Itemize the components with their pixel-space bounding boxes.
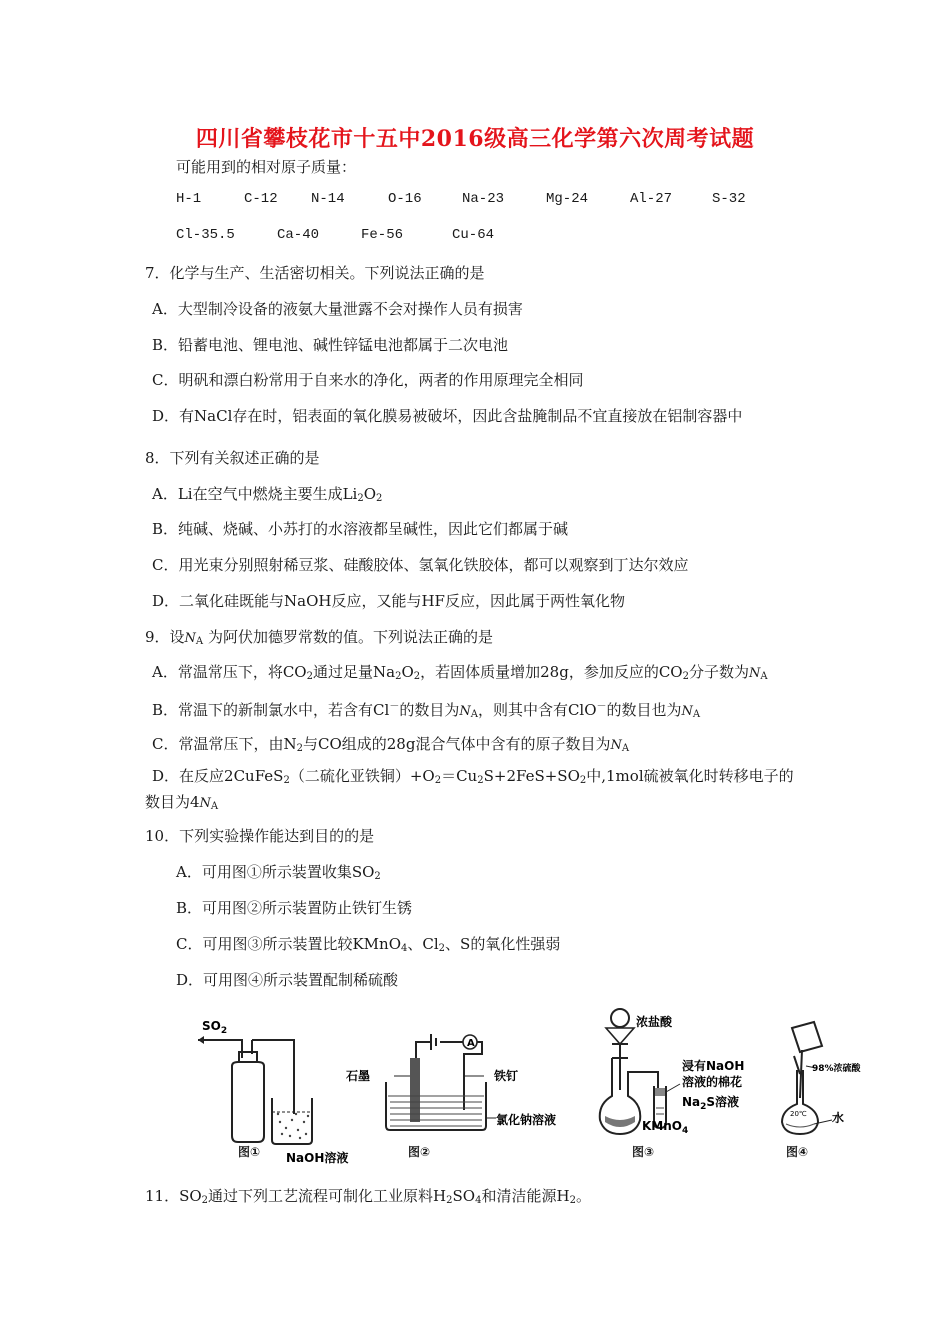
question-10-stem: 10．下列实验操作能达到目的的是 [145,827,375,845]
question-11-stem: 11．$SO_2$通过下列工艺流程可制化工业原料$H_2SO_4$和清洁能源$H_2$。 [145,1187,591,1206]
atomic-mass-item: Cu-64 [452,227,495,243]
figure-1-gas-collection [196,1018,349,1165]
question-9-stem: 9．设$N_A$ 为阿伏加德罗常数的值。下列说法正确的是 [145,628,493,647]
figure-4-temp-label: 20℃ [790,1110,807,1118]
figure-2-electrochemistry [346,1014,566,1139]
question-10-option-a: A．可用图①所示装置收集$SO_2$ [176,863,381,882]
question-7-option-b: B．铅蓄电池、锂电池、碱性锌锰电池都属于二次电池 [152,336,509,354]
figure-4-acid-label: 98%浓硫酸 [812,1064,861,1074]
figure-2-graphite-label: 石墨 [346,1069,371,1083]
question-9-option-d: D．在反应2CuFeS$_2$（二硫化亚铁铜）$+O_2=Cu_2S+2FeS+SO_2$中,1mol硫被氧化时转移电子的 [152,767,794,786]
atomic-mass-item: O-16 [388,191,422,207]
figure-3-kmno4-label: KMnO$_4$ [642,1119,689,1136]
question-10-option-d: D．可用图④所示装置配制稀硫酸 [176,971,399,989]
figure-3-oxidation-comparison [590,1004,770,1139]
figure-2-caption: 图② [408,1145,431,1159]
question-7-option-c: C．明矾和漂白粉常用于自来水的净化，两者的作用原理完全相同 [152,371,584,389]
atomic-mass-item: S-32 [712,191,746,207]
figure-3-cotton-label-2: 溶液的棉花 [682,1075,743,1089]
atomic-mass-item: Ca-40 [277,227,320,243]
figure-4-water-label: 水 [832,1111,845,1125]
question-8-option-b: B．纯碱、烧碱、小苏打的水溶液都呈碱性，因此它们都属于碱 [152,520,569,538]
question-7-stem: 7．化学与生产、生活密切相关。下列说法正确的是 [145,264,485,282]
figure-2-solution-label: 氯化钠溶液 [496,1113,557,1127]
atomic-mass-item: Cl-35.5 [176,227,235,243]
question-9-option-b: B．常温下的新制氯水中，若含有Cl－的数目为$N_A$，则其中含有ClO－的数目也为$N_A$ [152,701,701,720]
question-9-option-c: C．常温常压下，由$N_2$与CO组成的28g混合气体中含有的原子数目为$N_A$ [152,735,630,754]
question-10-option-b: B．可用图②所示装置防止铁钉生锈 [176,899,413,917]
atomic-mass-item: Al-27 [630,191,673,207]
figure-2-nail-label: 铁钉 [494,1069,519,1083]
question-7-option-a: A．大型制冷设备的液氨大量泄露不会对操作人员有损害 [152,300,523,318]
question-9-option-a: A．常温常压下，将$CO_2$通过足量$Na_2O_2$，若固体质量增加28g，参加反应的$CO_2$分子数为$N_A$ [152,663,768,682]
atomic-mass-intro: 可能用到的相对原子质量： [176,158,357,176]
figure-1-solution-label: NaOH溶液 [286,1151,349,1165]
figure-1-gas-label: $SO_2$ [202,1019,228,1036]
figure-4-dilution [770,1016,865,1136]
question-7-option-d: D．有NaCl存在时，铝表面的氧化膜易被破坏，因此含盐腌制品不宜直接放在铝制容器中 [152,407,743,425]
question-9-option-d-cont: 数目为$4N_A$ [145,793,219,812]
atomic-mass-item: Mg-24 [546,191,589,207]
atomic-mass-item: H-1 [176,191,202,207]
question-8-option-a: A．Li在空气中燃烧主要生成$Li_2O_2$ [152,485,383,504]
question-10-option-c: C．可用图③所示装置比较KMnO$_4$、$Cl_2$、S的氧化性强弱 [176,935,561,954]
figure-1-caption: 图① [238,1145,261,1159]
atomic-mass-item: C-12 [244,191,278,207]
figure-3-na2s-label: $Na_2S$溶液 [682,1095,740,1112]
atomic-mass-item: Na-23 [462,191,505,207]
figure-4-caption: 图④ [786,1145,809,1159]
page-title: 四川省攀枝花市十五中2016级高三化学第六次周考试题 [195,126,755,152]
question-8-option-d: D．二氧化硅既能与NaOH反应，又能与HF反应，因此属于两性氧化物 [152,592,625,610]
ammeter-icon: A [467,1038,475,1049]
question-8-stem: 8．下列有关叙述正确的是 [145,449,320,467]
figure-3-cotton-label-1: 浸有NaOH [682,1059,745,1073]
figure-3-acid-label: 浓盐酸 [636,1015,673,1029]
figure-3-caption: 图③ [632,1145,655,1159]
atomic-mass-item: Fe-56 [361,227,404,243]
atomic-mass-item: N-14 [311,191,345,207]
question-8-option-c: C．用光束分别照射稀豆浆、硅酸胶体、氢氧化铁胶体，都可以观察到丁达尔效应 [152,556,689,574]
